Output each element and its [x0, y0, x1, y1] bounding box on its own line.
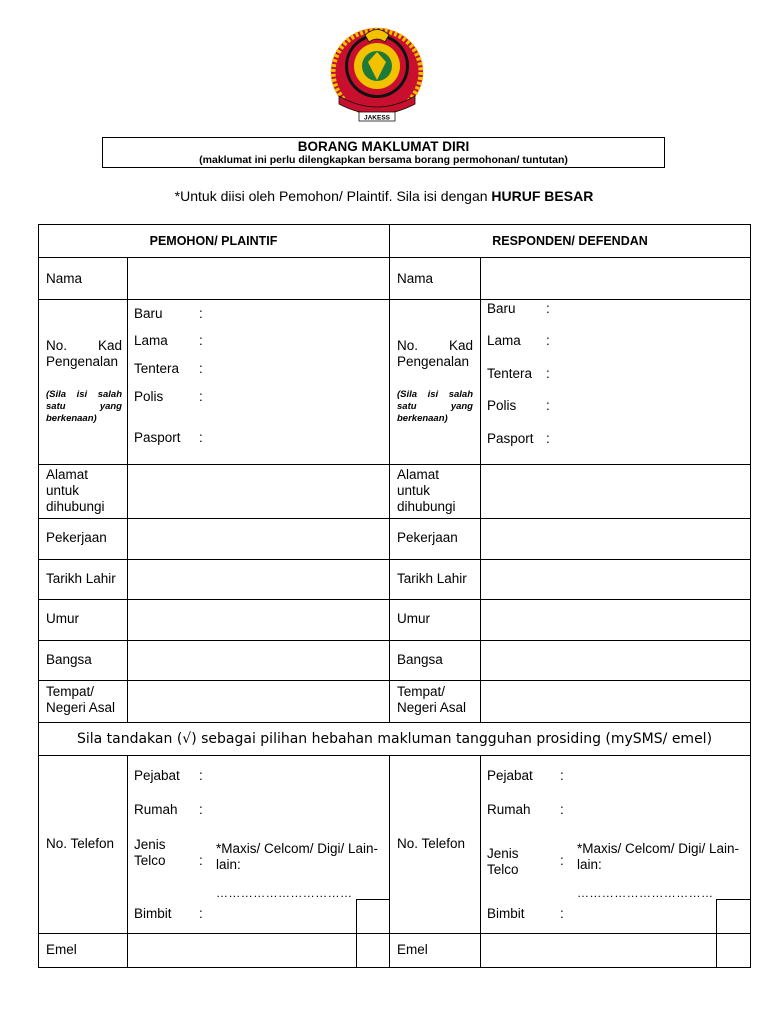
responden-telefon-label: No. Telefon — [397, 836, 466, 851]
responden-kad-label-line2: Pengenalan — [397, 354, 470, 369]
responden-telco-options: *Maxis/ Celcom/ Digi/ Lain-lain: — [577, 841, 740, 872]
pemohon-kad-lama-label: Lama — [134, 333, 168, 348]
responden-emel-label: Emel — [397, 942, 428, 957]
title-box — [102, 137, 665, 168]
responden-umur-label: Umur — [397, 611, 430, 626]
pemohon-alamat-label: Alamat untuk dihubungi — [46, 467, 105, 514]
pemohon-kad-pasport-colon: : — [199, 430, 203, 445]
responden-bimbit-colon: : — [560, 906, 564, 921]
responden-umur-field[interactable] — [481, 600, 750, 640]
responden-rumah-colon: : — [560, 802, 564, 817]
responden-emel-field[interactable] — [481, 934, 716, 967]
responden-kad-pasport-label: Pasport — [487, 431, 534, 446]
responden-kad-baru-label: Baru — [487, 301, 516, 316]
logo-label: JAKESS — [363, 114, 391, 122]
pemohon-umur-field[interactable] — [128, 600, 388, 640]
instruction-bold: HURUF BESAR — [491, 188, 594, 204]
responden-kad-polis-colon: : — [546, 398, 550, 413]
responden-kad-tentera-label: Tentera — [487, 366, 533, 381]
pemohon-kad-tentera-colon: : — [199, 361, 203, 376]
responden-telco-dots: …………………………… — [577, 886, 714, 900]
pemohon-jenis-telco-colon: : — [199, 853, 203, 868]
pemohon-tarikh-lahir-field[interactable] — [128, 560, 388, 599]
responden-tarikh-lahir-label: Tarikh Lahir — [397, 571, 467, 586]
form-title: BORANG MAKLUMAT DIRI — [297, 139, 470, 154]
pemohon-kad-note: (Sila isi salah satu yang berkenaan) — [46, 389, 122, 424]
responden-nama-label: Nama — [397, 271, 434, 286]
pemohon-emel-label: Emel — [46, 942, 77, 957]
responden-tarikh-lahir-field[interactable] — [481, 560, 750, 599]
responden-alamat-label: Alamat untuk dihubungi — [397, 467, 456, 514]
responden-header: RESPONDEN/ DEFENDAN — [492, 234, 648, 248]
pemohon-umur-label: Umur — [46, 611, 79, 626]
responden-bimbit-label: Bimbit — [487, 906, 525, 921]
responden-tempat-label: Tempat/ Negeri Asal — [397, 684, 467, 715]
pemohon-bimbit-colon: : — [199, 906, 203, 921]
pemohon-jenis-telco-label: Jenis Telco — [134, 837, 166, 868]
responden-pejabat-label: Pejabat — [487, 768, 533, 783]
sila-tandakan-note: Sila tandakan (√) sebagai pilihan hebahan makluman tangguhan prosiding (mySMS/ emel) — [76, 731, 713, 747]
responden-rumah-label: Rumah — [487, 802, 531, 817]
pemohon-rumah-label: Rumah — [134, 802, 178, 817]
pemohon-pekerjaan-label: Pekerjaan — [46, 530, 107, 545]
pemohon-telefon-label: No. Telefon — [46, 836, 115, 851]
responden-kad-note: (Sila isi salah satu yang berkenaan) — [397, 389, 473, 424]
responden-jenis-telco-label: Jenis Telco — [487, 846, 519, 877]
responden-kad-lama-label: Lama — [487, 333, 521, 348]
pemohon-telco-dots: …………………………… — [216, 886, 353, 900]
pemohon-kad-lama-colon: : — [199, 333, 203, 348]
pemohon-kad-label-line1: No. Kad — [46, 338, 122, 353]
responden-kad-pasport-colon: : — [546, 431, 550, 446]
instruction-text — [0, 188, 768, 204]
pemohon-alamat-field[interactable] — [128, 465, 388, 518]
pemohon-tempat-field[interactable] — [128, 681, 388, 722]
pemohon-emel-tick-box[interactable] — [357, 934, 389, 967]
pemohon-rumah-colon: : — [199, 802, 203, 817]
pemohon-pejabat-colon: : — [199, 768, 203, 783]
responden-kad-lama-colon: : — [546, 333, 550, 348]
pemohon-kad-polis-label: Polis — [134, 389, 164, 404]
pemohon-tarikh-lahir-label: Tarikh Lahir — [46, 571, 116, 586]
pemohon-pejabat-label: Pejabat — [134, 768, 180, 783]
responden-pejabat-colon: : — [560, 768, 564, 783]
responden-bangsa-label: Bangsa — [397, 652, 443, 667]
responden-bimbit-tick-box[interactable] — [717, 900, 750, 933]
responden-emel-tick-box[interactable] — [717, 934, 750, 967]
pemohon-kad-polis-colon: : — [199, 389, 203, 404]
pemohon-kad-baru-colon: : — [199, 306, 203, 321]
pemohon-nama-field[interactable] — [128, 258, 388, 299]
pemohon-bangsa-field[interactable] — [128, 641, 388, 680]
instruction-prefix: *Untuk diisi oleh Pemohon/ Plaintif. Sila isi dengan — [174, 188, 492, 204]
responden-nama-field[interactable] — [481, 258, 750, 299]
form-subtitle: (maklumat ini perlu dilengkapkan bersama borang permohonan/ tuntutan) — [199, 154, 568, 166]
pemohon-bangsa-label: Bangsa — [46, 652, 92, 667]
pemohon-tempat-label: Tempat/ Negeri Asal — [46, 684, 116, 715]
responden-pekerjaan-label: Pekerjaan — [397, 530, 458, 545]
pemohon-kad-pasport-label: Pasport — [134, 430, 181, 445]
responden-kad-label-line1: No. Kad — [397, 338, 473, 353]
responden-alamat-field[interactable] — [481, 465, 750, 518]
responden-kad-tentera-colon: : — [546, 366, 550, 381]
pemohon-bimbit-label: Bimbit — [134, 906, 172, 921]
pemohon-header: PEMOHON/ PLAINTIF — [149, 234, 278, 248]
pemohon-pekerjaan-field[interactable] — [128, 519, 388, 559]
pemohon-emel-field[interactable] — [128, 934, 355, 967]
pemohon-kad-label-line2: Pengenalan — [46, 354, 119, 369]
responden-kad-baru-colon: : — [546, 301, 550, 316]
responden-tempat-field[interactable] — [481, 681, 750, 722]
pemohon-telco-options: *Maxis/ Celcom/ Digi/ Lain-lain: — [216, 841, 379, 872]
pemohon-kad-tentera-label: Tentera — [134, 361, 180, 376]
responden-bangsa-field[interactable] — [481, 641, 750, 680]
jakess-logo — [329, 22, 425, 122]
responden-kad-polis-label: Polis — [487, 398, 517, 413]
responden-jenis-telco-colon: : — [560, 853, 564, 868]
pemohon-bimbit-tick-box[interactable] — [357, 900, 389, 933]
pemohon-kad-baru-label: Baru — [134, 306, 163, 321]
responden-pekerjaan-field[interactable] — [481, 519, 750, 559]
pemohon-nama-label: Nama — [46, 271, 83, 286]
